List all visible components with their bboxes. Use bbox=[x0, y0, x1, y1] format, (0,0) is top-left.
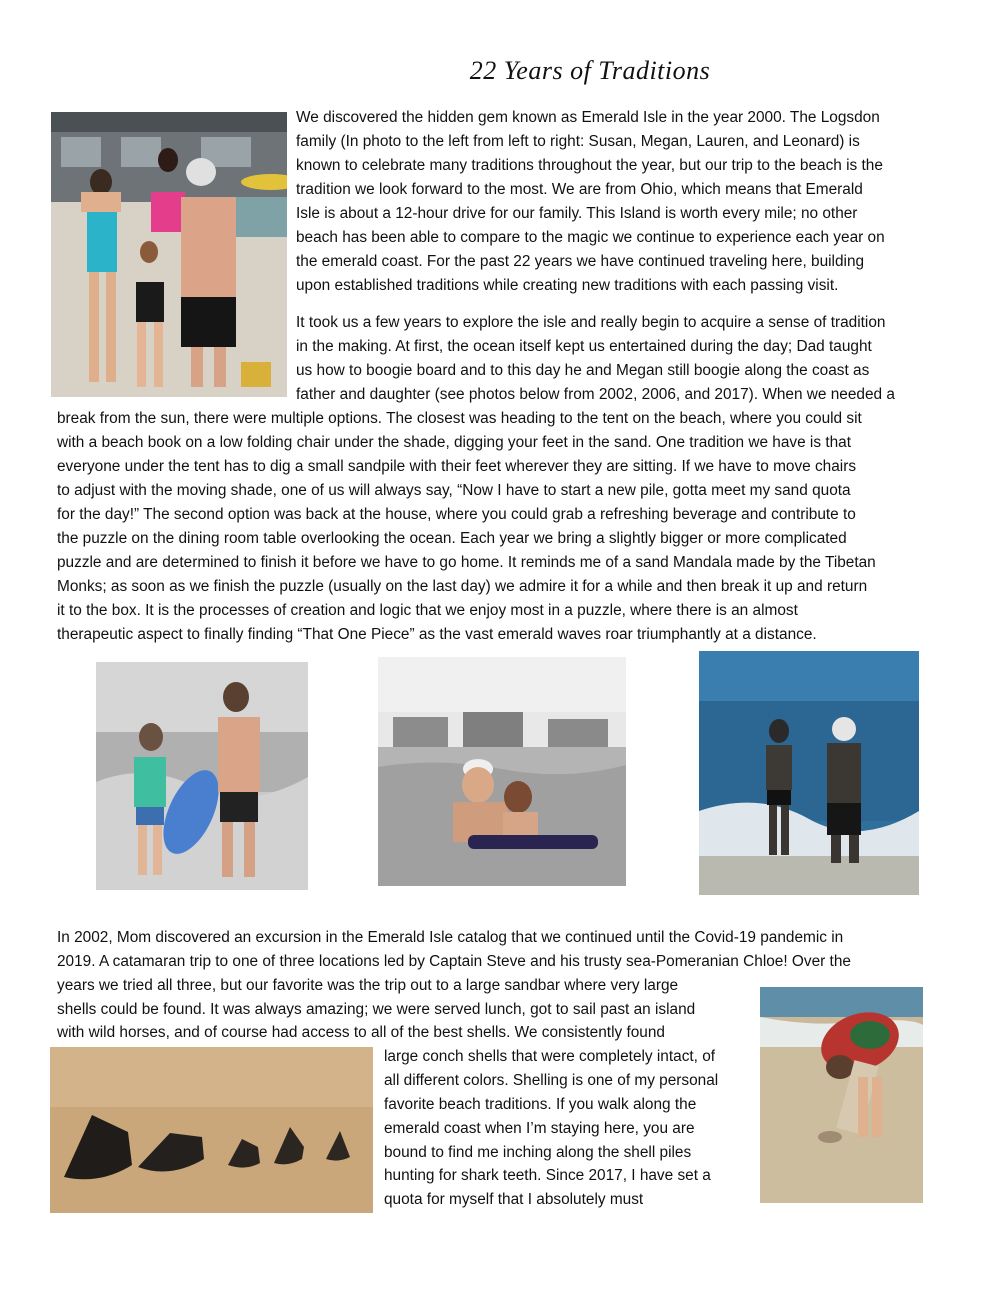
paragraph-3-line: bound to find me inching along the shell piles bbox=[384, 1144, 692, 1161]
paragraph-2-line: puzzle and are determined to finish it before we have to go home. It reminds me of a sand Mandala made by the Tibetan bbox=[57, 554, 876, 571]
surf-photo-2006 bbox=[378, 657, 626, 886]
paragraph-3-line: with wild horses, and of course had access to all of the best shells. We consistently found bbox=[57, 1024, 665, 1041]
surf-photo-2017 bbox=[699, 651, 919, 895]
surf-photo-2002 bbox=[96, 662, 308, 890]
paragraph-2-line: break from the sun, there were multiple options. The closest was heading to the tent on the beach, where you could sit bbox=[57, 410, 862, 427]
paragraph-1-line: Isle is about a 12-hour drive for our family. This Island is worth every mile; no other bbox=[296, 205, 858, 222]
paragraph-2-line: for the day!” The second option was back at the house, where you could grab a refreshing beverage and contribute to bbox=[57, 506, 856, 523]
paragraph-2-line: It took us a few years to explore the isle and really begin to acquire a sense of tradition bbox=[296, 314, 886, 331]
paragraph-1-line: We discovered the hidden gem known as Emerald Isle in the year 2000. The Logsdon bbox=[296, 109, 880, 126]
paragraph-2-line: us how to boogie board and to this day he and Megan still boogie along the coast as bbox=[296, 362, 870, 379]
paragraph-2-line: therapeutic aspect to finally finding “That One Piece” as the vast emerald waves roar triumphantly at a distance. bbox=[57, 626, 817, 643]
paragraph-2-line: the puzzle on the dining room table overlooking the ocean. Each year we bring a slightly bigger or more complicated bbox=[57, 530, 847, 547]
shark-teeth-photo bbox=[50, 1047, 373, 1213]
paragraph-3-line: shells could be found. It was always amazing; we were served lunch, got to sail past an island bbox=[57, 1001, 696, 1018]
paragraph-2-line: father and daughter (see photos below from 2002, 2006, and 2017). When we needed a bbox=[296, 386, 895, 403]
paragraph-1-line: tradition we look forward to the most. We are from Ohio, which means that Emerald bbox=[296, 181, 863, 198]
paragraph-1-line: known to celebrate many traditions throughout the year, but our trip to the beach is the bbox=[296, 157, 883, 174]
paragraph-3-line: 2019. A catamaran trip to one of three locations led by Captain Steve and his trusty sea-Pomeranian Chloe! Over the bbox=[57, 953, 851, 970]
paragraph-1-line: the emerald coast. For the past 22 years we have continued traveling here, building bbox=[296, 253, 865, 270]
shelling-photo bbox=[760, 987, 923, 1203]
paragraph-3-line: large conch shells that were completely intact, of bbox=[384, 1048, 716, 1065]
paragraph-2-line: everyone under the tent has to dig a small sandpile with their feet wherever they are sitting. If we have to move chairs bbox=[57, 458, 857, 475]
paragraph-3-line: hunting for shark teeth. Since 2017, I have set a bbox=[384, 1167, 711, 1184]
family-photo bbox=[51, 112, 287, 397]
paragraph-1-line: family (In photo to the left from left to right: Susan, Megan, Lauren, and Leonard) is bbox=[296, 133, 860, 150]
paragraph-2-line: in the making. At first, the ocean itself kept us entertained during the day; Dad taught bbox=[296, 338, 872, 355]
paragraph-3-line: years we tried all three, but our favorite was the trip out to a large sandbar where very large bbox=[57, 977, 679, 994]
paragraph-3-line: favorite beach traditions. If you walk along the bbox=[384, 1096, 697, 1113]
page-title: 22 Years of Traditions bbox=[469, 56, 711, 85]
paragraph-2-line: with a beach book on a low folding chair under the shade, digging your feet in the sand. One tradition we have is that bbox=[57, 434, 851, 451]
paragraph-1-line: upon established traditions while creating new traditions with each passing visit. bbox=[296, 277, 839, 294]
paragraph-3-line: quota for myself that I absolutely must bbox=[384, 1191, 644, 1208]
paragraph-2-line: Monks; as soon as we finish the puzzle (usually on the last day) we admire it for a while and then break it up and return bbox=[57, 578, 868, 595]
paragraph-3-line: emerald coast when I’m staying here, you are bbox=[384, 1120, 695, 1137]
paragraph-3-line: In 2002, Mom discovered an excursion in the Emerald Isle catalog that we continued until the Covid-19 pandemic in bbox=[57, 929, 844, 946]
paragraph-1-line: beach has been able to compare to the magic we continue to experience each year on bbox=[296, 229, 885, 246]
paragraph-2-line: it to the box. It is the processes of creation and logic that we enjoy most in a puzzle, where there is an almost bbox=[57, 602, 798, 619]
paragraph-3-line: all different colors. Shelling is one of my personal bbox=[384, 1072, 719, 1089]
paragraph-2-line: to adjust with the moving shade, one of us will always say, “Now I have to start a new pile, gotta meet my sand quota bbox=[57, 482, 851, 499]
